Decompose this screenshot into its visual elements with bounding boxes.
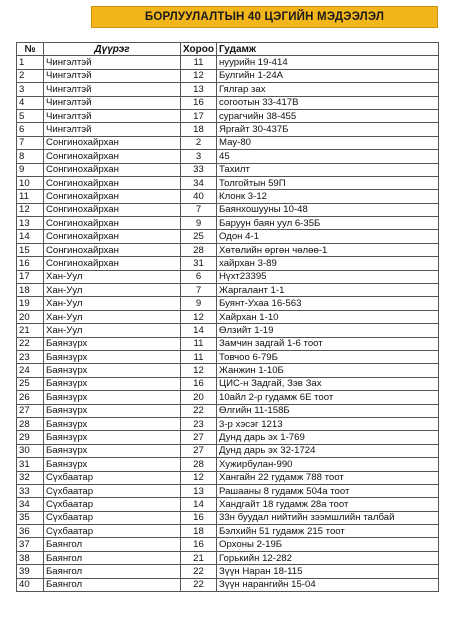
cell-khoroo: 11 bbox=[181, 56, 217, 69]
table-row bbox=[17, 484, 439, 497]
table-row bbox=[17, 431, 439, 444]
table-row bbox=[17, 471, 439, 484]
cell-khoroo: 22 bbox=[181, 565, 217, 578]
cell-street: согоотын 33-417В bbox=[217, 96, 439, 109]
cell-street: нуурийн 19-414 bbox=[217, 56, 439, 69]
cell-district: Хан-Уул bbox=[44, 284, 181, 297]
cell-khoroo: 12 bbox=[181, 364, 217, 377]
cell-no: 21 bbox=[17, 324, 44, 337]
cell-khoroo: 25 bbox=[181, 230, 217, 243]
table-header-row bbox=[17, 43, 439, 56]
table-row bbox=[17, 109, 439, 122]
table-row bbox=[17, 444, 439, 457]
table-row bbox=[17, 404, 439, 417]
cell-no: 28 bbox=[17, 417, 44, 430]
cell-khoroo: 16 bbox=[181, 511, 217, 524]
cell-district: Сонгинохайрхан bbox=[44, 176, 181, 189]
cell-street: Одон 4-1 bbox=[217, 230, 439, 243]
cell-no: 17 bbox=[17, 270, 44, 283]
cell-khoroo: 9 bbox=[181, 297, 217, 310]
cell-district: Баянзүрх bbox=[44, 350, 181, 363]
cell-district: Чингэлтэй bbox=[44, 123, 181, 136]
cell-district: Сонгинохайрхан bbox=[44, 163, 181, 176]
column-header-street: Гудамж bbox=[217, 43, 439, 56]
cell-khoroo: 11 bbox=[181, 350, 217, 363]
cell-khoroo: 27 bbox=[181, 431, 217, 444]
cell-khoroo: 13 bbox=[181, 484, 217, 497]
table-row bbox=[17, 391, 439, 404]
cell-no: 34 bbox=[17, 498, 44, 511]
cell-no: 19 bbox=[17, 297, 44, 310]
table-row bbox=[17, 150, 439, 163]
page-title: БОРЛУУЛАЛТЫН 40 ЦЭГИЙН МЭДЭЭЛЭЛ bbox=[91, 6, 438, 28]
cell-street: Хангайн 22 гудамж 788 тоот bbox=[217, 471, 439, 484]
table-row bbox=[17, 337, 439, 350]
cell-street: Хандгайт 18 гудамж 28а тоот bbox=[217, 498, 439, 511]
cell-no: 26 bbox=[17, 391, 44, 404]
cell-street: 33н буудал нийтийн зээмшлийн талбай bbox=[217, 511, 439, 524]
cell-no: 20 bbox=[17, 310, 44, 323]
table-row bbox=[17, 364, 439, 377]
table-row bbox=[17, 525, 439, 538]
cell-street: Зүүн нарангийн 15-04 bbox=[217, 578, 439, 591]
table-row bbox=[17, 270, 439, 283]
cell-khoroo: 14 bbox=[181, 498, 217, 511]
cell-street: Хайрхан 1-10 bbox=[217, 310, 439, 323]
table-row bbox=[17, 69, 439, 82]
cell-no: 35 bbox=[17, 511, 44, 524]
table-row bbox=[17, 243, 439, 256]
cell-street: 10айл 2-р гудамж 6Е тоот bbox=[217, 391, 439, 404]
table-row bbox=[17, 511, 439, 524]
cell-district: Чингэлтэй bbox=[44, 96, 181, 109]
cell-no: 10 bbox=[17, 176, 44, 189]
cell-district: Сүхбаатар bbox=[44, 484, 181, 497]
cell-no: 37 bbox=[17, 538, 44, 551]
cell-street: Хөтөлийн өргөн чөлөө-1 bbox=[217, 243, 439, 256]
cell-district: Сонгинохайрхан bbox=[44, 257, 181, 270]
cell-khoroo: 28 bbox=[181, 458, 217, 471]
cell-khoroo: 40 bbox=[181, 190, 217, 203]
cell-street: Зүүн Наран 18-115 bbox=[217, 565, 439, 578]
cell-district: Сонгинохайрхан bbox=[44, 217, 181, 230]
cell-khoroo: 7 bbox=[181, 203, 217, 216]
cell-khoroo: 20 bbox=[181, 391, 217, 404]
cell-khoroo: 22 bbox=[181, 578, 217, 591]
table-row bbox=[17, 203, 439, 216]
cell-street: Жанжин 1-10Б bbox=[217, 364, 439, 377]
cell-street: Хужирбулан-990 bbox=[217, 458, 439, 471]
cell-khoroo: 27 bbox=[181, 444, 217, 457]
table-row bbox=[17, 176, 439, 189]
table-row bbox=[17, 217, 439, 230]
cell-no: 30 bbox=[17, 444, 44, 457]
cell-district: Сүхбаатар bbox=[44, 498, 181, 511]
cell-no: 32 bbox=[17, 471, 44, 484]
table-row bbox=[17, 230, 439, 243]
cell-street: Булгийн 1-24А bbox=[217, 69, 439, 82]
cell-district: Баянгол bbox=[44, 565, 181, 578]
cell-street: Мау-80 bbox=[217, 136, 439, 149]
cell-no: 24 bbox=[17, 364, 44, 377]
cell-no: 4 bbox=[17, 96, 44, 109]
cell-district: Баянзүрх bbox=[44, 391, 181, 404]
cell-district: Баянзүрх bbox=[44, 444, 181, 457]
cell-district: Сүхбаатар bbox=[44, 525, 181, 538]
cell-street: Дунд дарь эх 32-1724 bbox=[217, 444, 439, 457]
cell-street: ЦИС-н Задгай, Зэв Зах bbox=[217, 377, 439, 390]
cell-street: Товчоо 6-79Б bbox=[217, 350, 439, 363]
cell-street: Буянт-Ухаа 16-563 bbox=[217, 297, 439, 310]
table-row bbox=[17, 578, 439, 591]
cell-street: 45 bbox=[217, 150, 439, 163]
cell-street: Баруун баян уул 6-35Б bbox=[217, 217, 439, 230]
cell-no: 13 bbox=[17, 217, 44, 230]
cell-khoroo: 12 bbox=[181, 69, 217, 82]
cell-khoroo: 13 bbox=[181, 83, 217, 96]
cell-khoroo: 18 bbox=[181, 123, 217, 136]
cell-no: 33 bbox=[17, 484, 44, 497]
cell-khoroo: 11 bbox=[181, 337, 217, 350]
table-row bbox=[17, 56, 439, 69]
table-row bbox=[17, 190, 439, 203]
cell-district: Баянгол bbox=[44, 551, 181, 564]
cell-district: Сонгинохайрхан bbox=[44, 230, 181, 243]
table-row bbox=[17, 83, 439, 96]
cell-khoroo: 28 bbox=[181, 243, 217, 256]
cell-khoroo: 14 bbox=[181, 324, 217, 337]
cell-no: 14 bbox=[17, 230, 44, 243]
cell-no: 9 bbox=[17, 163, 44, 176]
cell-khoroo: 33 bbox=[181, 163, 217, 176]
cell-khoroo: 31 bbox=[181, 257, 217, 270]
cell-no: 40 bbox=[17, 578, 44, 591]
cell-no: 2 bbox=[17, 69, 44, 82]
cell-khoroo: 9 bbox=[181, 217, 217, 230]
cell-khoroo: 22 bbox=[181, 404, 217, 417]
cell-no: 18 bbox=[17, 284, 44, 297]
cell-no: 23 bbox=[17, 350, 44, 363]
cell-no: 1 bbox=[17, 56, 44, 69]
cell-street: Яргайт 30-437Б bbox=[217, 123, 439, 136]
cell-street: Клонк 3-12 bbox=[217, 190, 439, 203]
cell-district: Баянгол bbox=[44, 538, 181, 551]
cell-district: Баянзүрх bbox=[44, 337, 181, 350]
cell-no: 31 bbox=[17, 458, 44, 471]
table-row bbox=[17, 284, 439, 297]
cell-district: Баянгол bbox=[44, 578, 181, 591]
cell-district: Хан-Уул bbox=[44, 324, 181, 337]
cell-khoroo: 18 bbox=[181, 525, 217, 538]
cell-khoroo: 12 bbox=[181, 471, 217, 484]
cell-district: Сүхбаатар bbox=[44, 511, 181, 524]
cell-street: хайрхан 3-89 bbox=[217, 257, 439, 270]
cell-district: Баянзүрх bbox=[44, 404, 181, 417]
cell-no: 22 bbox=[17, 337, 44, 350]
cell-no: 36 bbox=[17, 525, 44, 538]
cell-street: сурагчийн 38-455 bbox=[217, 109, 439, 122]
cell-street: Замчин задгай 1-6 тоот bbox=[217, 337, 439, 350]
cell-district: Баянзүрх bbox=[44, 431, 181, 444]
table-row bbox=[17, 297, 439, 310]
cell-street: Бэлхийн 51 гудамж 215 тоот bbox=[217, 525, 439, 538]
table-row bbox=[17, 136, 439, 149]
cell-district: Баянзүрх bbox=[44, 377, 181, 390]
table-row bbox=[17, 123, 439, 136]
cell-district: Хан-Уул bbox=[44, 310, 181, 323]
cell-street: Тахилт bbox=[217, 163, 439, 176]
cell-street: Толгойтын 59П bbox=[217, 176, 439, 189]
cell-street: 3-р хэсэг 1213 bbox=[217, 417, 439, 430]
cell-no: 3 bbox=[17, 83, 44, 96]
cell-street: Горькийн 12-282 bbox=[217, 551, 439, 564]
cell-no: 7 bbox=[17, 136, 44, 149]
cell-street: Баянхошууны 10-48 bbox=[217, 203, 439, 216]
cell-no: 8 bbox=[17, 150, 44, 163]
cell-district: Чингэлтэй bbox=[44, 83, 181, 96]
cell-khoroo: 21 bbox=[181, 551, 217, 564]
cell-no: 11 bbox=[17, 190, 44, 203]
cell-street: Жаргалант 1-1 bbox=[217, 284, 439, 297]
cell-khoroo: 16 bbox=[181, 96, 217, 109]
table-row bbox=[17, 498, 439, 511]
cell-no: 16 bbox=[17, 257, 44, 270]
cell-street: Рашааны 8 гудамж 504а тоот bbox=[217, 484, 439, 497]
table-row bbox=[17, 324, 439, 337]
cell-no: 12 bbox=[17, 203, 44, 216]
cell-khoroo: 3 bbox=[181, 150, 217, 163]
cell-district: Баянзүрх bbox=[44, 417, 181, 430]
cell-district: Баянзүрх bbox=[44, 458, 181, 471]
cell-street: Өлгийн 11-158Б bbox=[217, 404, 439, 417]
cell-no: 39 bbox=[17, 565, 44, 578]
cell-no: 27 bbox=[17, 404, 44, 417]
cell-no: 25 bbox=[17, 377, 44, 390]
sales-points-table bbox=[16, 42, 439, 592]
column-header-district: Дүүрэг bbox=[44, 43, 181, 56]
column-header-no: № bbox=[17, 43, 44, 56]
cell-no: 15 bbox=[17, 243, 44, 256]
cell-khoroo: 23 bbox=[181, 417, 217, 430]
table-row bbox=[17, 163, 439, 176]
table-row bbox=[17, 310, 439, 323]
cell-no: 6 bbox=[17, 123, 44, 136]
cell-no: 5 bbox=[17, 109, 44, 122]
cell-khoroo: 16 bbox=[181, 377, 217, 390]
table-row bbox=[17, 257, 439, 270]
table-body bbox=[17, 56, 439, 592]
cell-khoroo: 17 bbox=[181, 109, 217, 122]
column-header-khoroo: Хороо bbox=[181, 43, 217, 56]
table-row bbox=[17, 565, 439, 578]
cell-district: Сонгинохайрхан bbox=[44, 136, 181, 149]
table-row bbox=[17, 551, 439, 564]
cell-street: Гялгар зах bbox=[217, 83, 439, 96]
cell-khoroo: 34 bbox=[181, 176, 217, 189]
cell-district: Сүхбаатар bbox=[44, 471, 181, 484]
cell-no: 29 bbox=[17, 431, 44, 444]
cell-district: Хан-Уул bbox=[44, 270, 181, 283]
table-row bbox=[17, 538, 439, 551]
table-row bbox=[17, 350, 439, 363]
cell-street: Өлзийт 1-19 bbox=[217, 324, 439, 337]
cell-district: Сонгинохайрхан bbox=[44, 190, 181, 203]
cell-khoroo: 7 bbox=[181, 284, 217, 297]
table-row bbox=[17, 377, 439, 390]
cell-khoroo: 12 bbox=[181, 310, 217, 323]
table-row bbox=[17, 417, 439, 430]
cell-district: Чингэлтэй bbox=[44, 56, 181, 69]
cell-district: Чингэлтэй bbox=[44, 69, 181, 82]
cell-district: Хан-Уул bbox=[44, 297, 181, 310]
cell-district: Баянзүрх bbox=[44, 364, 181, 377]
cell-district: Сонгинохайрхан bbox=[44, 203, 181, 216]
cell-khoroo: 6 bbox=[181, 270, 217, 283]
table-row bbox=[17, 96, 439, 109]
cell-no: 38 bbox=[17, 551, 44, 564]
cell-district: Сонгинохайрхан bbox=[44, 243, 181, 256]
cell-street: Нүхт23395 bbox=[217, 270, 439, 283]
table-row bbox=[17, 458, 439, 471]
cell-street: Орхоны 2-19Б bbox=[217, 538, 439, 551]
cell-khoroo: 2 bbox=[181, 136, 217, 149]
cell-street: Дунд дарь эх 1-769 bbox=[217, 431, 439, 444]
cell-khoroo: 16 bbox=[181, 538, 217, 551]
cell-district: Сонгинохайрхан bbox=[44, 150, 181, 163]
cell-district: Чингэлтэй bbox=[44, 109, 181, 122]
